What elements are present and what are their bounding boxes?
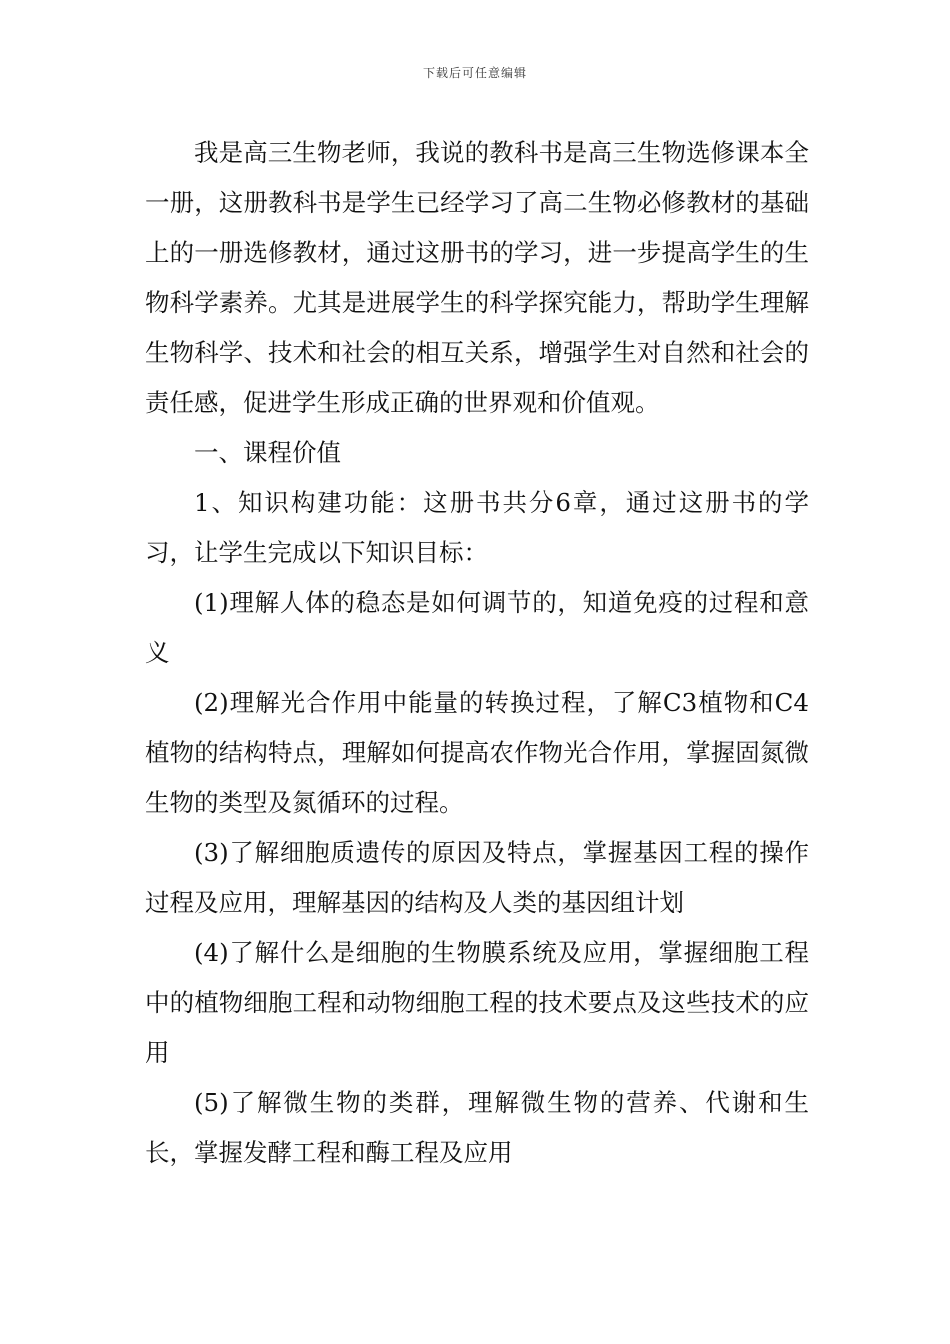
document-body [145, 128, 809, 1178]
list-item: (5)了解微生物的类群，理解微生物的营养、代谢和生长，掌握发酵工程和酶工程及应用 [145, 1088, 809, 1167]
section-heading: 一、课程价值 [194, 438, 341, 467]
list-item: (2)理解光合作用中能量的转换过程，了解C3植物和C4植物的结构特点，理解如何提高农作物光合作用，掌握固氮微生物的类型及氮循环的过程。 [145, 688, 809, 817]
list-item: (4)了解什么是细胞的生物膜系统及应用，掌握细胞工程中的植物细胞工程和动物细胞工程的技术要点及这些技术的应用 [145, 938, 809, 1067]
knowledge-intro-paragraph: 1、知识构建功能：这册书共分6章，通过这册书的学习，让学生完成以下知识目标： [145, 488, 809, 567]
header-note: 下载后可任意编辑 [422, 66, 527, 80]
intro-paragraph: 我是高三生物老师，我说的教科书是高三生物选修课本全一册，这册教科书是学生已经学习了高二生物必修教材的基础上的一册选修教材，通过这册书的学习，进一步提高学生的生物科学素养。尤其是进展学生的科学探究能力，帮助学生理解生物科学、技术和社会的相互关系，增强学生对自然和社会的责任感，促进学生形成正确的世界观和价值观。 [145, 138, 809, 417]
list-item: (1)理解人体的稳态是如何调节的，知道免疫的过程和意义 [145, 588, 809, 667]
list-item: (3)了解细胞质遗传的原因及特点，掌握基因工程的操作过程及应用，理解基因的结构及人类的基因组计划 [145, 838, 809, 917]
